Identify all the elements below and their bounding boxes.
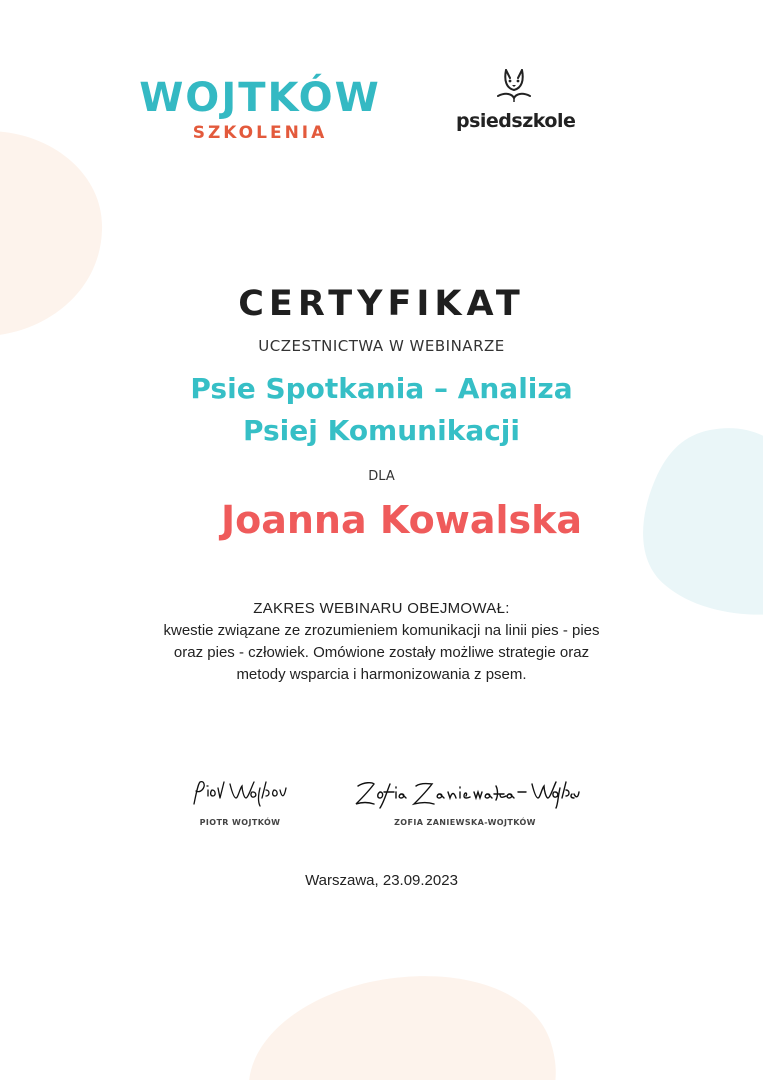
signatory-name-zofia: ZOFIA ZANIEWSKA-WOJTKÓW <box>394 818 536 827</box>
course-title <box>130 368 633 452</box>
logo-wordmark-sub: SZKOLENIA <box>192 123 328 143</box>
signature-zofia <box>350 776 580 812</box>
signature-block-piotr <box>170 776 310 827</box>
certificate-subtitle: UCZESTNICTWA W WEBINARZE <box>258 337 505 355</box>
scope-description <box>110 620 653 686</box>
recipient-name: Joanna Kowalska <box>220 498 583 542</box>
logo-wordmark-main: WOJTKÓW <box>139 75 381 121</box>
signatory-name-piotr: PIOTR WOJTKÓW <box>199 818 281 827</box>
scope-line-3: metody wsparcia i harmonizowania z psem. <box>236 666 527 683</box>
signature-block-zofia <box>335 776 595 827</box>
course-title-line-2: Psiej Komunikacji <box>242 414 521 447</box>
course-title-line-1: Psie Spotkania – Analiza <box>190 372 573 405</box>
wojtkow-szkolenia-logo <box>135 76 385 144</box>
signature-piotr <box>190 776 290 812</box>
dog-book-icon <box>492 66 536 108</box>
scope-heading: ZAKRES WEBINARU OBEJMOWAŁ: <box>253 600 510 617</box>
for-label: DLA <box>368 469 395 484</box>
certificate-title: CERTYFIKAT <box>238 284 525 324</box>
decorative-blob-bottom <box>230 960 560 1080</box>
scope-line-1: kwestie związane ze zrozumieniem komunikacji na linii pies - pies <box>163 622 600 639</box>
psiedszkole-logo <box>456 66 576 140</box>
psiedszkole-wordmark: psiedszkole <box>456 110 576 132</box>
recipient-container <box>0 498 763 554</box>
scope-line-2: oraz pies - człowiek. Omówione zostały możliwe strategie oraz <box>173 644 590 661</box>
place-and-date: Warszawa, 23.09.2023 <box>305 872 458 889</box>
